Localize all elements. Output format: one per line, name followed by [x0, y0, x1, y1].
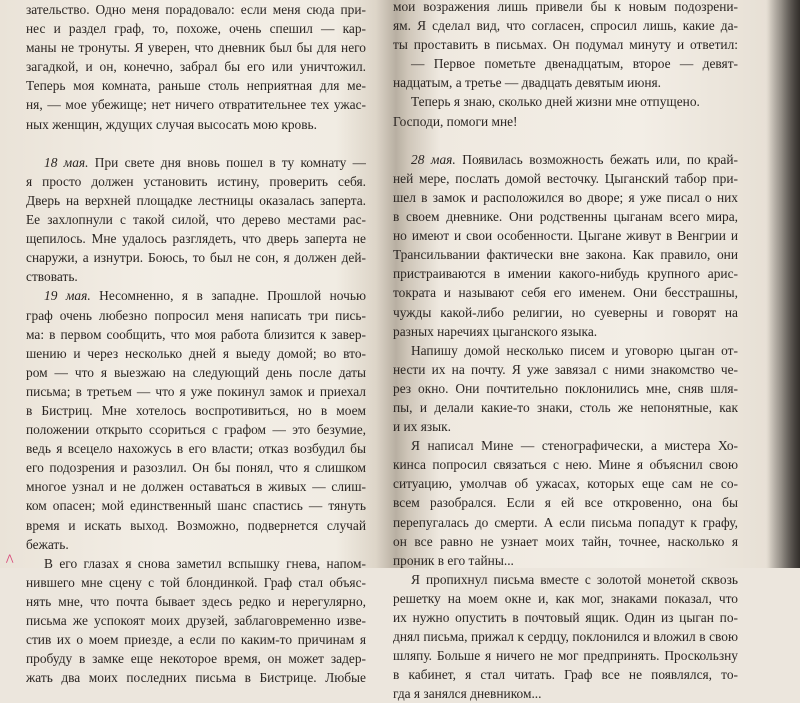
text-line: нять мне, что почта бывает здесь редко и нерегулярно, [26, 593, 366, 609]
text-line: гда я занялся дневником... [393, 686, 542, 702]
corner-mark: ⋀ [6, 553, 14, 563]
text-line: чужды какой-либо религии, но суеверны и говорят на [393, 304, 738, 320]
text-line: маны не тронуты. Я уверен, что дневник был бы для него [26, 40, 366, 56]
text-line: перепугалась до смерти. А если письма попадут к графу, [393, 514, 738, 530]
text-line: ма: в первом сообщить, что моя работа близится к завер- [26, 326, 366, 342]
text-line: В его глазах я снова заметил вспышку гнева, напом- [44, 555, 366, 571]
left-page [26, 0, 366, 687]
text-line: щепилось. Мне удалось разглядеть, что дверь заперта не [26, 231, 366, 247]
text-line: рез окно. Они почтительно поклонились мне, сняв шля- [393, 380, 738, 396]
text-line: ям. Я сделал вид, что согласен, спросил лишь, какие да- [393, 18, 738, 34]
text-line: письма; в третьем — что я уже покинул замок и приехал [26, 383, 366, 399]
text-line: но имеют и свои особенности. Цыгане живут в Венгрии и [393, 228, 738, 244]
entry-text: Появилась возможность бежать или, по край- [455, 151, 738, 167]
text-line: Дверь на верхней площадке лестницы оказалась заперта. [26, 192, 366, 208]
text-line: снаружи, а изнутри. Боюсь, то был не сон, я должен дей- [26, 250, 366, 266]
text-line: Трансильвании фактически вне закона. Как правило, они [393, 247, 738, 263]
right-page [393, 0, 738, 703]
text-line: ситуацию, умолчав об ужасах, которых еще сам не со- [393, 476, 738, 492]
text-line: он все равно не узнает моих тайн, точнее, насколько я [393, 533, 738, 549]
text-line: стив их о моем приезде, а если по каким-то причинам я [26, 632, 366, 648]
text-line: пристраиваются в имении какого-нибудь крупного арис- [393, 266, 738, 282]
text-line: зательство. Одно меня порадовало: если меня сюда при- [26, 2, 366, 17]
text-line: разных наречиях цыганского языка. [393, 323, 598, 339]
text-line: всем разобрался. Если я ей все откровенно, она бы [393, 495, 738, 511]
entry-date: 19 мая. [44, 288, 91, 304]
text-line [393, 150, 738, 169]
text-line: и их язык. [393, 419, 452, 435]
text-line: письма же успокоят моих друзей, заблаговременно изве- [26, 613, 366, 628]
text-line: ных женщин, ждущих случая высосать мою кровь. [26, 116, 318, 132]
text-line: в кабинет, я стал читать. Граф все не появлялся, то- [393, 667, 738, 683]
text-line: положении открыто ссориться с графом — это безумие, [26, 422, 366, 438]
entry-text: Несомненно, я в западне. Прошлой ночью [90, 288, 366, 304]
text-line: проник в его тайны... [393, 552, 514, 568]
text-line: Я пропихнул письма вместе с золотой монетой сквозь [411, 571, 738, 587]
text-line: Господи, помоги мне! [393, 113, 518, 129]
text-line: надцатым, а третье — двадцать девятым июня. [393, 75, 661, 91]
text-line: пы, и делали какие-то знаки, столь же непонятные, как [393, 399, 738, 415]
text-line: в своем дневнике. Они родственны цыганам всего мира, [393, 209, 738, 225]
paragraph-gap [26, 134, 366, 153]
paragraph-gap [393, 131, 738, 150]
text-line: граф очень любезно попросил меня написать три пись- [26, 307, 366, 323]
text-line: Теперь моя комната, раньше столь неприятная для ме- [26, 78, 366, 94]
text-line: ведь я всецело нахожусь в его власти; отказ возбудил бы [26, 441, 366, 457]
text-line: Ее захлопнули с такой силой, что дерево местами рас- [26, 212, 366, 228]
text-line: бежать. [26, 536, 69, 552]
text-line: нести их на почту. Я уже завязал с ними знакомство че- [393, 361, 738, 377]
text-line: тократа и называют себя его именем. Они бесстрашны, [393, 285, 738, 301]
entry-text: При свете дня вновь пошел в ту комнату — [88, 154, 366, 170]
text-line: многое узнал и не должен оставаться в живых — слиш- [26, 479, 366, 495]
text-line: время и искать выход. Возможно, подвернется случай [26, 517, 366, 533]
text-line: его подозрения и разозлил. Он бы понял, что я слишком [26, 460, 366, 476]
text-line: ты проставить в письмах. Он подумал минуту и ответил: [393, 37, 738, 53]
text-line: Теперь я знаю, сколько дней жизни мне отпущено. [411, 94, 700, 110]
page-edge-shadow [766, 0, 800, 568]
text-line: шению и через несколько дней я выеду домой; во вто- [26, 345, 366, 361]
text-line: днял письма, прижал к сердцу, поклонился и вложил в свою [393, 629, 738, 645]
text-line: в Бистриц. Мне хотелось воспротивиться, но в моем [26, 402, 366, 418]
text-line [26, 153, 366, 172]
text-line: — Первое пометьте двенадцатым, второе — девят- [411, 56, 738, 72]
text-line: жать два моих последних письма в Бистрице. Любые [26, 670, 366, 686]
text-line: Напишу домой несколько писем и уговорю цыган от- [411, 342, 738, 358]
text-line: ня, — мое убежище; нет ничего отвратительнее тех ужас- [26, 97, 366, 113]
text-line: нес и раздел граф, то, похоже, очень спешил — кар- [26, 21, 366, 37]
text-line: шел в замок и расположился во дворе; я уже писал о них [393, 189, 738, 205]
text-line: их нужно опустить в почтовый ящик. Один из цыган по- [393, 610, 738, 625]
text-line: ром — что я выезжаю на следующий день после даты [26, 364, 366, 380]
text-line: ней мере, послать домой весточку. Цыганский табор при- [393, 170, 738, 186]
text-line: загадкой, и он, конечно, забрал бы его или уничтожил. [26, 59, 366, 75]
text-line: решетку на моем окне и, как мог, знаками показал, что [393, 590, 738, 606]
text-line: кинса попросил связаться с нею. Мине я объяснил свою [393, 457, 738, 473]
text-line: мои возражения лишь привели бы к новым подозрени- [393, 0, 738, 14]
text-line: я просто должен установить истину, проверить себя. [26, 173, 366, 189]
text-line: нившего мне сцену с той блондинкой. Граф стал объяс- [26, 574, 366, 590]
entry-date: 28 мая. [411, 151, 456, 167]
text-line: Я написал Мине — стенографически, а мистера Хо- [411, 438, 738, 454]
text-line: шляпу. Больше я ничего не мог предпринять. Проскользну [393, 648, 738, 664]
text-line: ком опасен; мой единственный шанс спастись — тянуть [26, 498, 366, 514]
entry-date: 18 мая. [44, 154, 89, 170]
text-line: ствовать. [26, 269, 78, 285]
text-line: пробуду в замке еще некоторое время, он может задер- [26, 651, 366, 667]
text-line [26, 286, 366, 305]
